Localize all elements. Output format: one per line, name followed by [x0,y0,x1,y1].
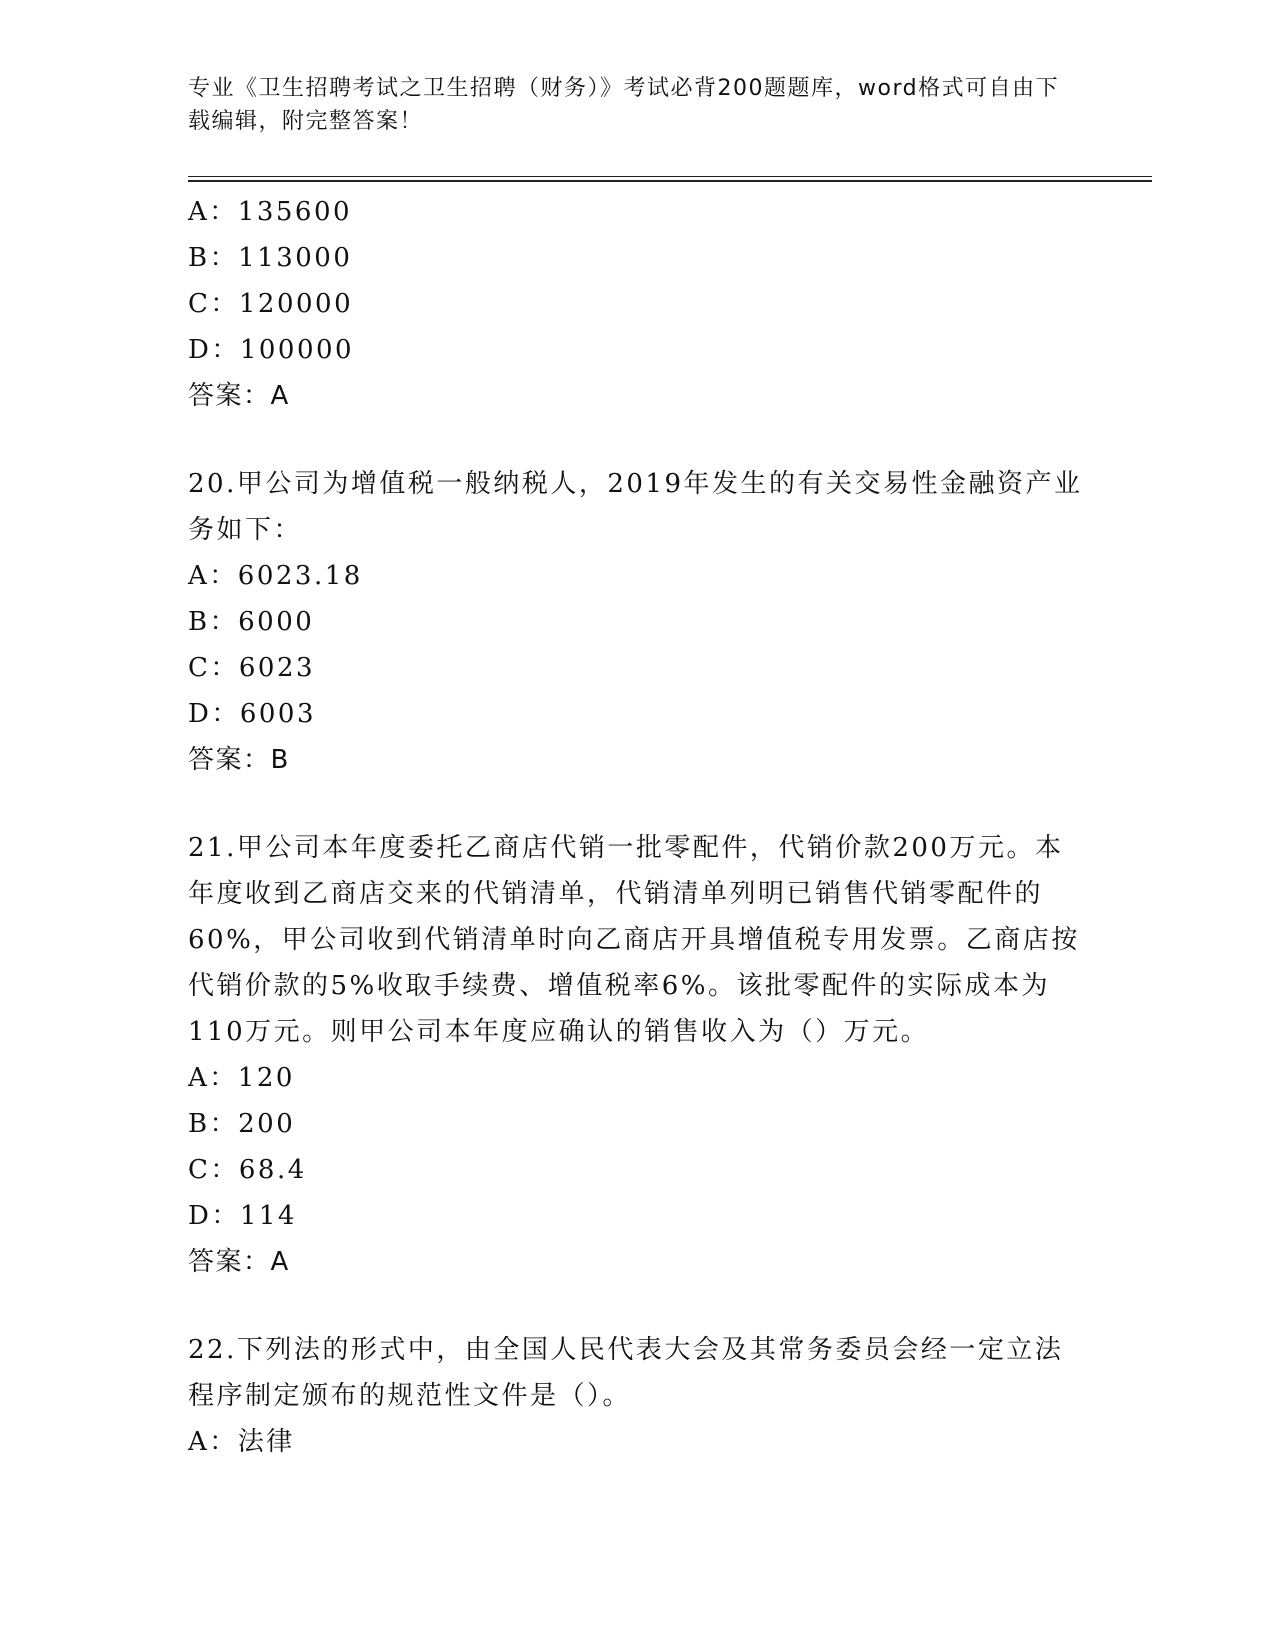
question-19-tail [188,189,1088,419]
spacer [188,783,1088,825]
question-20 [188,461,1088,783]
spacer [188,419,1088,461]
option-d: D：114 [188,1201,297,1231]
header-divider [188,176,1152,182]
answer-line: 答案：A [188,381,290,411]
option-a: A：6023.18 [188,561,363,591]
option-b: B：113000 [188,243,353,273]
option-b: B：6000 [188,607,315,637]
document-header: 专业《卫生招聘考试之卫生招聘（财务）》考试必背200题题库，word格式可自由下载编辑，附完整答案！ [188,76,1060,134]
answer-line: 答案：A [188,1247,290,1277]
option-d: D：6003 [188,699,317,729]
option-a: A：法律 [188,1427,295,1457]
answer-line: 答案：B [188,745,290,775]
option-c: C：6023 [188,653,316,683]
question-22 [188,1327,1088,1465]
question-content [188,189,1088,1465]
option-a: A：120 [188,1063,295,1093]
option-b: B：200 [188,1109,296,1139]
option-a: A：135600 [188,197,353,227]
question-stem: 22.下列法的形式中，由全国人民代表大会及其常务委员会经一定立法程序制定颁布的规范性文件是（）。 [188,1335,1064,1411]
option-c: C：120000 [188,289,354,319]
spacer [188,1285,1088,1327]
option-d: D：100000 [188,335,355,365]
question-stem: 21.甲公司本年度委托乙商店代销一批零配件，代销价款200万元。本年度收到乙商店交来的代销清单，代销清单列明已销售代销零配件的60%，甲公司收到代销清单时向乙商店开具增值税专用发票。乙商店按代销价款的5%收取手续费、增值税率6%。该批零配件的实际成本为110万元。则甲公司本年度应确认的销售收入为（）万元。 [188,833,1080,1047]
question-21 [188,825,1088,1285]
option-c: C：68.4 [188,1155,307,1185]
question-stem: 20.甲公司为增值税一般纳税人，2019年发生的有关交易性金融资产业务如下： [188,469,1083,545]
